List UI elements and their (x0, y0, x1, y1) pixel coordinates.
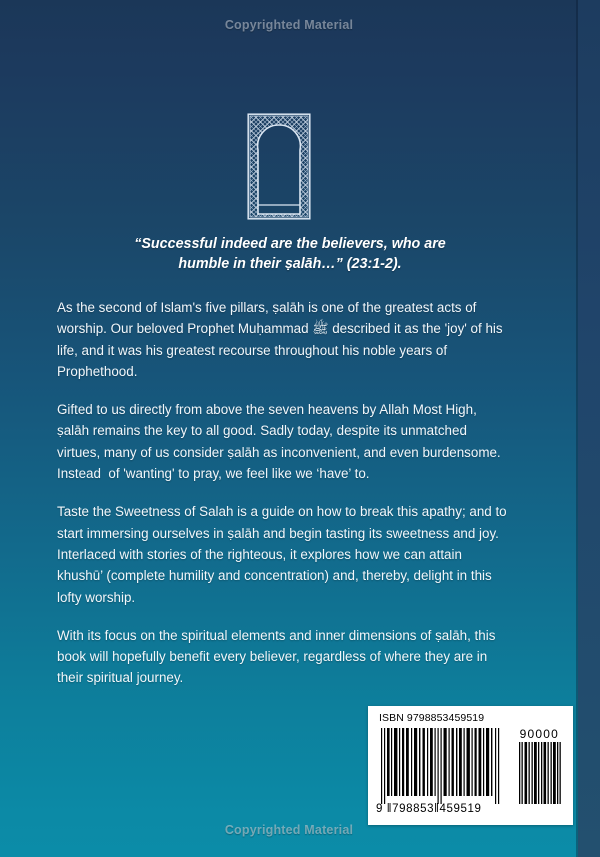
blurb-paragraph: As the second of Islam's five pillars, ṣalāh is one of the greatest acts of worship. Our beloved Prophet Muḥammad ﷺ described it as the 'joy' of his life, and it was his greatest recourse throughout his noble years of Prophethood. (57, 300, 507, 379)
mihrab-arch-icon (247, 113, 311, 220)
spine-strip (578, 0, 600, 857)
quote-line-2: humble in their ṣalāh…” (23:1-2). (178, 256, 402, 272)
barcode-supplement-caption: 90000 (519, 727, 559, 741)
barcode-human-readable-digits: 9 ‖798853‖459519 (376, 803, 482, 815)
mihrab-arch-ornament (247, 113, 311, 220)
scripture-quote (60, 234, 520, 274)
back-cover-blurb (57, 297, 511, 689)
isbn-barcode-panel (368, 706, 573, 825)
spine-edge-line (576, 0, 578, 857)
barcode-supplement (518, 742, 562, 804)
blurb-paragraph: Gifted to us directly from above the seven heavens by Allah Most High, ṣalāh remains the key to all good. Sadly today, despite its unmatched virtues, many of us consider ṣalāh as inconvenient, and even burdensome. Instead of 'wanting' to pray, we feel like we ‘have’ to. (57, 402, 505, 482)
copyright-watermark-bottom: Copyrighted Material (224, 823, 354, 837)
copyright-watermark-top: Copyrighted Material (224, 18, 354, 32)
blurb-paragraph: Taste the Sweetness of Salah is a guide on how to break this apathy; and to start immersing ourselves in ṣalāh and begin tasting its sweetness and joy. Interlaced with stories of the righteous, it explores how we can attain khushū’ (complete humility and concentration) and, thereby, delight in this lofty worship. (57, 504, 511, 605)
quote-line-1: “Successful indeed are the believers, who are (134, 236, 446, 252)
ean13-barcode (379, 728, 503, 804)
blurb-paragraph: With its focus on the spiritual elements and inner dimensions of ṣalāh, this book will hopefully benefit every believer, regardless of where they are in their spiritual journey. (57, 627, 500, 686)
isbn-caption: ISBN 9798853459519 (379, 712, 485, 724)
